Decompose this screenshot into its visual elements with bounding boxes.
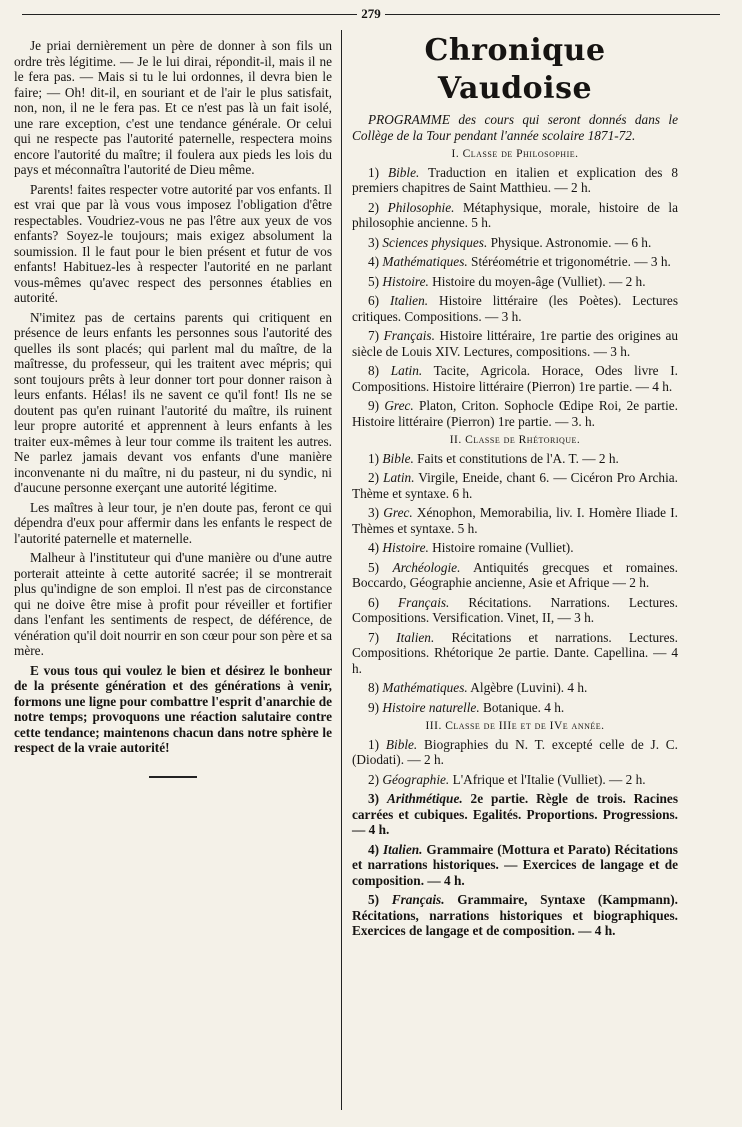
item-number: 3) [368, 791, 380, 806]
end-rule [149, 776, 197, 778]
course-item [352, 595, 678, 626]
item-subject: Sciences physiques. [382, 234, 488, 250]
item-number: 7) [368, 328, 380, 343]
item-subject: Français. [398, 594, 450, 610]
item-subject: Grec. [384, 398, 414, 413]
item-subject: Arithmétique. [386, 791, 463, 806]
course-item [352, 363, 678, 394]
course-item [352, 328, 678, 359]
item-text: Histoire du moyen-âge (Vulliet). — 2 h. [428, 273, 646, 289]
course-item [352, 842, 678, 889]
article-paragraph: Je priai dernièrement un père de donner à son fils un ordre très légitime. — Je le lui dirai, répondit-il, mais il ne le fera pas. — Mais si tu le lui ordonnes, il devra bien le faire; — Oh! dit-il, en souriant et de l'air le plus satisfait, non, non, il ne le fera pas. Et ce n'est pas là un fait isolé, une rare exception, c'est une tendance générale. Or celui qui ne respecte pas l'autorité paternelle, respectera moins encore l'autorité du maître; il foulera aux pieds les lois du pays et méconnaîtra l'autorité de Dieu même. [14, 38, 332, 177]
item-subject: Français. [391, 892, 445, 907]
course-item [352, 254, 678, 270]
item-number: 9) [368, 699, 380, 715]
item-text: Platon, Criton. Sophocle Œdipe Roi, 2e partie. Histoire littéraire (Pierron) 1re partie. — 3. h. [352, 398, 678, 429]
item-subject: Histoire. [382, 540, 429, 555]
course-item [352, 892, 678, 939]
item-number: 4) [368, 540, 380, 555]
course-item [352, 540, 678, 556]
page-header [18, 6, 724, 22]
course-item [352, 791, 678, 838]
item-text: Tacite, Agricola. Horace, Odes livre I. Compositions. Histoire littéraire (Pierron) 1re partie. — 4 h. [352, 363, 678, 394]
section-title: Chronique Vaudoise [424, 33, 606, 106]
page-number: 279 [361, 6, 381, 21]
item-number: 6) [368, 594, 380, 610]
course-item [352, 772, 678, 788]
item-text: Algèbre (Luvini). 4 h. [467, 680, 588, 695]
item-text: Faits et constitutions de l'A. T. — 2 h. [413, 450, 619, 466]
course-item [352, 165, 678, 196]
item-text: Histoire littéraire, 1re partie des origines au siècle de Louis XIV. Lectures, compositions. — 3 h. [352, 328, 679, 359]
item-number: 4) [368, 254, 380, 269]
item-subject: Bible. [385, 736, 418, 752]
course-item [352, 630, 678, 677]
item-text: Xénophon, Memorabilia, liv. I. Homère Iliade I. Thèmes et syntaxe. 5 h. [352, 505, 678, 536]
item-number: 3) [368, 234, 380, 250]
article-paragraph: N'imitez pas de certains parents qui critiquent en présence de leurs enfants les personnes sous l'autorité des quelles ils sont placés; qui parlent mal du maître, de la maîtresse, du professeur, qui les traitent avec mépris; qui sont toujours prêts à leur donner tort pour donner raison à leurs enfants. Hélas! ils ne savent ce qu'il font! Ils ne se doutent pas qu'en ruinant l'autorité du maître, ils ruinent leur propre autorité et apprennent à leurs enfants à les traiter eux-mêmes à leur tour comme ils traitent les autres. Ne parlez jamais devant vos enfants d'une manière inconvenante ni du maître, ni du pasteur, ni du syndic, ni d'aucune personne exerçant une autorité légitime. [14, 309, 332, 495]
right-column [352, 33, 679, 943]
course-item [352, 235, 678, 251]
item-text: 2e partie. Règle de trois. Racines carrées et cubiques. Egalités. Proportions. Progressions. — 4 h. [352, 791, 678, 837]
item-number: 7) [368, 629, 380, 645]
item-number: 9) [368, 398, 380, 413]
item-number: 2) [368, 199, 380, 215]
item-number: 1) [368, 736, 380, 752]
item-text: Biographies du N. T. excepté celle de J. C. (Diodati). — 2 h. [352, 736, 678, 767]
item-subject: Français. [383, 328, 435, 343]
item-number: 5) [368, 273, 380, 289]
course-item [352, 274, 678, 290]
item-subject: Latin. [390, 363, 423, 378]
left-column [14, 38, 332, 778]
item-text: Histoire littéraire (les Poètes). Lectures critiques. Compositions. — 3 h. [352, 293, 679, 324]
item-subject: Histoire. [382, 273, 429, 289]
article-paragraph: E vous tous qui voulez le bien et désirez le bonheur de la présente génération et des générations à venir, formons une ligne pour combattre l'esprit d'anarchie de notre temps; provoquons une réaction salutaire contre cette tendance; maintenons chacun dans notre sphère le respect de la vraie autorité! [14, 662, 332, 755]
item-subject: Latin. [383, 470, 415, 485]
item-number: 8) [368, 363, 380, 378]
item-number: 1) [368, 164, 380, 180]
column-divider [341, 30, 342, 1110]
article-paragraph: Parents! faites respecter votre autorité par vos enfants. Il est vrai que par là vous vous imposez l'obligation d'être respectables. Voudriez-vous ne pas l'être aux yeux de vos enfants? Soyez-le toujours; mais exigez absolument la soumission. Il le faut pour le bien présent et futur de vos enfants! Habituez-les à respecter l'autorité en ne parlant vous-mêmes qu'avec respect des personnes établies en autorité. [14, 181, 332, 305]
course-item [352, 737, 678, 768]
item-subject: Archéologie. [392, 559, 461, 575]
course-item [352, 700, 678, 716]
item-number: 8) [368, 680, 380, 695]
item-number: 2) [368, 771, 380, 787]
item-text: Botanique. 4 h. [479, 699, 565, 715]
item-text: Traduction en italien et explication des 8 premiers chapitres de Saint Matthieu. — 2 h. [352, 164, 678, 195]
item-text: Antiquités grecques et romaines. Boccardo, Géographie ancienne, Asie et Afrique — 2 h. [352, 559, 678, 590]
item-subject: Philosophie. [387, 199, 455, 215]
item-subject: Bible. [387, 164, 420, 180]
article-paragraph: Malheur à l'instituteur qui d'une manière ou d'une autre porterait atteinte à cette autorité sacrée; il se montrerait plus qu'indigne de son emploi. Il n'est pas de circonstance qui ne doive être mise à profit pour réveiller et fortifier dans l'enfant les sentiments de respect, de déférence, de vénération qu'il doit nourrir en son cœur pour son père et sa mère. [14, 550, 332, 658]
class-heading: I. Classe de Philosophie. [451, 148, 579, 160]
article-paragraph: Les maîtres à leur tour, je n'en doute pas, feront ce qui dépendra d'eux pour affermir dans les enfants le respect de l'autorité paternelle et maternelle. [14, 499, 332, 546]
course-item [352, 470, 678, 501]
item-text: L'Afrique et l'Italie (Vulliet). — 2 h. [449, 771, 646, 787]
item-subject: Histoire naturelle. [382, 699, 480, 715]
item-number: 6) [368, 293, 380, 308]
item-subject: Mathématiques. [382, 680, 468, 695]
item-number: 1) [368, 450, 380, 466]
course-item [352, 293, 678, 324]
item-text: Grammaire, Syntaxe (Kampmann). Récitations, narrations historiques et biographiques. Exercices de langage et de composition. — 4 h. [352, 892, 678, 938]
course-item [352, 505, 678, 536]
item-text: Physique. Astronomie. — 6 h. [487, 234, 652, 250]
item-number: 5) [368, 892, 380, 907]
item-text: Stéréométrie et trigonométrie. — 3 h. [467, 254, 671, 269]
item-number: 2) [368, 470, 380, 485]
course-item [352, 398, 678, 429]
course-item [352, 200, 678, 231]
item-subject: Italien. [382, 841, 423, 857]
course-item [352, 680, 678, 696]
item-subject: Grec. [383, 505, 413, 520]
course-sections [352, 147, 678, 939]
course-item [352, 560, 678, 591]
item-text: Métaphysique, morale, histoire de la philosophie ancienne. 5 h. [352, 199, 678, 230]
course-item [352, 451, 678, 467]
item-number: 5) [368, 559, 380, 575]
item-number: 4) [368, 841, 380, 857]
item-text: Récitations. Narrations. Lectures. Compositions. Versification. Vinet, II, — 3 h. [352, 594, 678, 625]
programme-intro: PROGRAMME des cours qui seront donnés dans le Collège de la Tour pendant l'année scolaire 1871-72. [352, 112, 678, 143]
item-subject: Bible. [382, 450, 414, 466]
item-text: Grammaire (Mottura et Parato) Récitations et narrations historiques. — Exercices de langage et de composition. — 4 h. [352, 841, 678, 888]
item-text: Récitations et narrations. Lectures. Compositions. Rhétorique 2e partie. Dante. Capellina. — 4 h. [352, 629, 678, 676]
class-heading: II. Classe de Rhétorique. [449, 434, 581, 446]
item-subject: Géographie. [382, 771, 450, 787]
item-text: Virgile, Eneide, chant 6. — Cicéron Pro Archia. Thème et syntaxe. 6 h. [352, 470, 678, 501]
class-heading: III. Classe de IIIe et de IVe année. [425, 720, 605, 732]
item-subject: Mathématiques. [382, 254, 468, 269]
item-text: Histoire romaine (Vulliet). [428, 540, 574, 555]
item-subject: Italien. [390, 293, 429, 308]
item-number: 3) [368, 505, 380, 520]
item-subject: Italien. [396, 629, 435, 645]
